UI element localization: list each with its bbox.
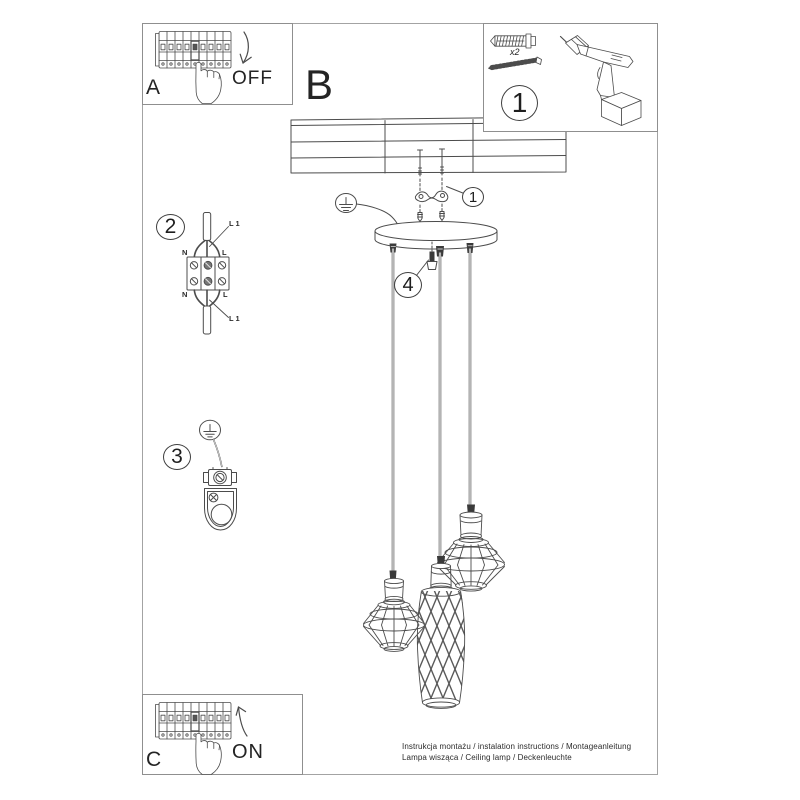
callout-1-screws: 1 (462, 187, 484, 207)
wire-label-l-bottom: L (223, 290, 228, 299)
footer-line2: Lampa wisząca / Ceiling lamp / Deckenleuchte (402, 753, 572, 762)
wire-label-l1-bottom: L 1 (229, 314, 240, 323)
step-c-box (142, 694, 303, 775)
callout-3-ground: 3 (163, 444, 191, 470)
step-c-label: C (146, 748, 162, 771)
parts-callout-1: 1 (501, 85, 538, 121)
wire-label-n-bottom: N (182, 290, 188, 299)
step-a-label: A (146, 76, 161, 99)
step-a-off-label: OFF (232, 68, 273, 89)
step-a-box (142, 23, 293, 105)
callout-2-wiring: 2 (156, 214, 185, 240)
footer-line1: Instrukcja montażu / instalation instructions / Montageanleitung (402, 742, 632, 751)
wire-label-l1-top: L 1 (229, 219, 240, 228)
page-border (142, 23, 658, 775)
anchor-qty-label: x2 (510, 47, 520, 57)
wire-label-n-top: N (182, 248, 188, 257)
step-b-label: B (305, 61, 334, 108)
wire-label-l-top: L (222, 248, 227, 257)
callout-4-canopy-screw: 4 (394, 272, 422, 298)
step-c-on-label: ON (232, 741, 264, 763)
